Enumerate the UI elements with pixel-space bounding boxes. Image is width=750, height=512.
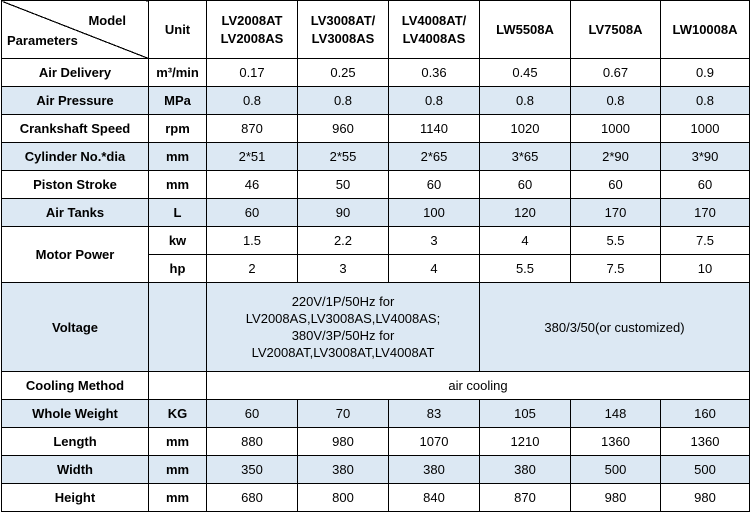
value-cell: 380	[389, 456, 480, 484]
table-row	[2, 456, 750, 484]
table-row	[2, 484, 750, 512]
value-cell: 500	[661, 456, 750, 484]
param-cell: Length	[2, 428, 149, 456]
value-cell: 0.8	[480, 87, 571, 115]
value-cell: 0.45	[480, 59, 571, 87]
model-header: LV4008AT/ LV4008AS	[389, 1, 480, 59]
value-cell: 3	[298, 255, 389, 283]
table-row	[2, 115, 750, 143]
unit-header: Unit	[149, 1, 207, 59]
voltage-left-cell	[207, 283, 480, 372]
value-cell: 46	[207, 171, 298, 199]
spec-table	[1, 0, 750, 512]
value-cell: 7.5	[661, 227, 750, 255]
corner-header-cell	[2, 1, 149, 59]
value-cell: 380	[480, 456, 571, 484]
value-cell: 1.5	[207, 227, 298, 255]
param-cell: Air Delivery	[2, 59, 149, 87]
voltage-line: 380V/3P/50Hz for	[291, 328, 395, 343]
value-cell: 500	[571, 456, 661, 484]
value-cell: 148	[571, 400, 661, 428]
voltage-right-cell: 380/3/50(or customized)	[480, 283, 750, 372]
value-cell: 2*65	[389, 143, 480, 171]
value-cell: 0.67	[571, 59, 661, 87]
value-cell: 0.8	[571, 87, 661, 115]
table-row	[2, 227, 750, 255]
model-header: LV2008AT LV2008AS	[207, 1, 298, 59]
value-cell: 60	[661, 171, 750, 199]
param-cell: Voltage	[2, 283, 149, 372]
value-cell: 1070	[389, 428, 480, 456]
value-cell: 170	[571, 199, 661, 227]
param-cell: Height	[2, 484, 149, 512]
unit-cell: mm	[149, 456, 207, 484]
value-cell: 4	[480, 227, 571, 255]
value-cell: 960	[298, 115, 389, 143]
unit-cell: mm	[149, 428, 207, 456]
value-cell: 60	[207, 199, 298, 227]
value-cell: 0.36	[389, 59, 480, 87]
parameters-label: Parameters	[7, 33, 78, 48]
value-cell: 100	[389, 199, 480, 227]
voltage-line: LV2008AS,LV3008AS,LV4008AS;	[245, 311, 441, 326]
value-cell: 0.8	[389, 87, 480, 115]
value-cell: 0.17	[207, 59, 298, 87]
value-cell: 105	[480, 400, 571, 428]
value-cell: 3*65	[480, 143, 571, 171]
table-row	[2, 171, 750, 199]
model-header: LV3008AT/ LV3008AS	[298, 1, 389, 59]
unit-cell: mm	[149, 171, 207, 199]
value-cell: 800	[298, 484, 389, 512]
value-cell: 2*51	[207, 143, 298, 171]
value-cell: 980	[298, 428, 389, 456]
unit-cell: kw	[149, 227, 207, 255]
param-cell: Crankshaft Speed	[2, 115, 149, 143]
table-row	[2, 59, 750, 87]
model-header: LW5508A	[480, 1, 571, 59]
value-cell: 880	[207, 428, 298, 456]
value-cell: 120	[480, 199, 571, 227]
param-cell: Cylinder No.*dia	[2, 143, 149, 171]
value-cell: 2	[207, 255, 298, 283]
value-cell: 3*90	[661, 143, 750, 171]
voltage-line: 220V/1P/50Hz for	[291, 294, 395, 309]
value-cell: 1000	[661, 115, 750, 143]
value-cell: 60	[207, 400, 298, 428]
unit-cell: mm	[149, 484, 207, 512]
value-cell: 10	[661, 255, 750, 283]
value-cell: 70	[298, 400, 389, 428]
value-cell: 1360	[571, 428, 661, 456]
unit-cell: m³/min	[149, 59, 207, 87]
value-cell: 1140	[389, 115, 480, 143]
value-cell: 2*55	[298, 143, 389, 171]
value-cell: 350	[207, 456, 298, 484]
value-cell: 2.2	[298, 227, 389, 255]
value-cell: 1360	[661, 428, 750, 456]
unit-cell: MPa	[149, 87, 207, 115]
value-cell: 0.8	[207, 87, 298, 115]
value-cell: 170	[661, 199, 750, 227]
value-cell: 0.8	[661, 87, 750, 115]
value-cell: 60	[571, 171, 661, 199]
value-cell: 60	[389, 171, 480, 199]
model-header: LW10008A	[661, 1, 750, 59]
voltage-line: LV2008AT,LV3008AT,LV4008AT	[251, 345, 435, 360]
value-cell: 1000	[571, 115, 661, 143]
unit-cell: mm	[149, 143, 207, 171]
unit-cell: rpm	[149, 115, 207, 143]
param-cell: Air Pressure	[2, 87, 149, 115]
value-cell: 840	[389, 484, 480, 512]
table-row	[2, 372, 750, 400]
unit-cell: L	[149, 199, 207, 227]
value-cell: 680	[207, 484, 298, 512]
value-cell: 0.25	[298, 59, 389, 87]
value-cell: 7.5	[571, 255, 661, 283]
value-cell: 1210	[480, 428, 571, 456]
param-cell: Air Tanks	[2, 199, 149, 227]
table-row	[2, 143, 750, 171]
value-cell: 50	[298, 171, 389, 199]
value-cell: 5.5	[571, 227, 661, 255]
param-cell: Piston Stroke	[2, 171, 149, 199]
param-cell: Cooling Method	[2, 372, 149, 400]
value-cell: 0.8	[298, 87, 389, 115]
header-row	[2, 1, 750, 59]
value-cell: 0.9	[661, 59, 750, 87]
value-cell: 5.5	[480, 255, 571, 283]
unit-cell	[149, 283, 207, 372]
value-cell: 980	[571, 484, 661, 512]
cooling-value-cell: air cooling	[207, 372, 750, 400]
table-row	[2, 87, 750, 115]
param-cell: Width	[2, 456, 149, 484]
table-row	[2, 428, 750, 456]
value-cell: 2*90	[571, 143, 661, 171]
value-cell: 980	[661, 484, 750, 512]
table-row	[2, 199, 750, 227]
value-cell: 160	[661, 400, 750, 428]
value-cell: 870	[480, 484, 571, 512]
value-cell: 380	[298, 456, 389, 484]
value-cell: 60	[480, 171, 571, 199]
param-cell: Whole Weight	[2, 400, 149, 428]
table-row	[2, 400, 750, 428]
value-cell: 83	[389, 400, 480, 428]
model-label: Model	[88, 13, 126, 28]
value-cell: 90	[298, 199, 389, 227]
value-cell: 1020	[480, 115, 571, 143]
unit-cell	[149, 372, 207, 400]
value-cell: 870	[207, 115, 298, 143]
value-cell: 3	[389, 227, 480, 255]
value-cell: 4	[389, 255, 480, 283]
model-header: LV7508A	[571, 1, 661, 59]
param-cell: Motor Power	[2, 227, 149, 283]
table-row	[2, 283, 750, 372]
unit-cell: KG	[149, 400, 207, 428]
unit-cell: hp	[149, 255, 207, 283]
